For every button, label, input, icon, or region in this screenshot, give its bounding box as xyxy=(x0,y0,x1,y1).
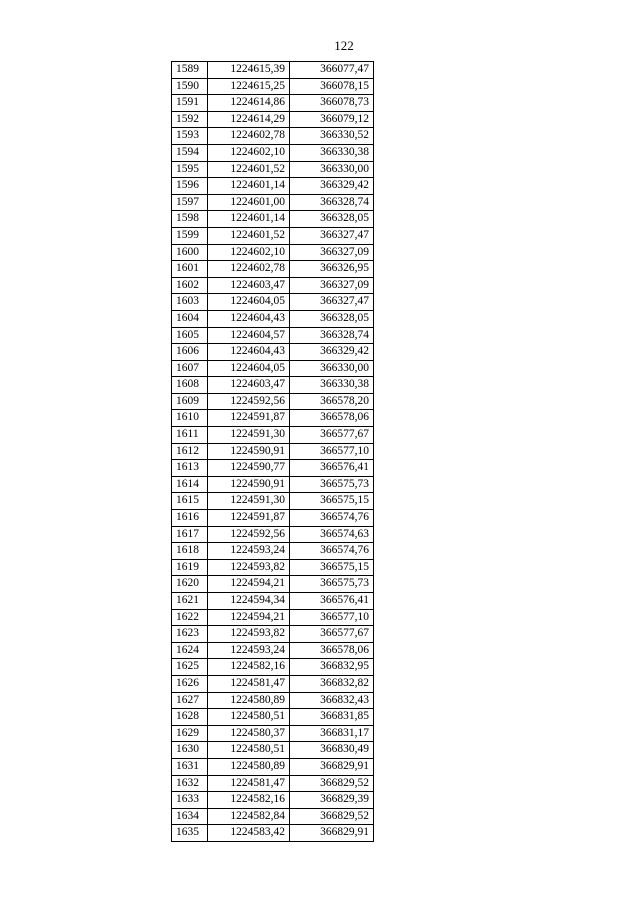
y-coordinate-cell: 366328,05 xyxy=(290,211,374,228)
x-coordinate-cell: 1224601,14 xyxy=(208,211,290,228)
x-coordinate-cell: 1224581,47 xyxy=(208,675,290,692)
x-coordinate-cell: 1224601,52 xyxy=(208,161,290,178)
y-coordinate-cell: 366831,17 xyxy=(290,725,374,742)
table-row xyxy=(172,443,374,460)
x-coordinate-cell: 1224582,84 xyxy=(208,808,290,825)
x-coordinate-cell: 1224591,30 xyxy=(208,427,290,444)
point-number-cell: 1634 xyxy=(172,808,208,825)
y-coordinate-cell: 366574,76 xyxy=(290,543,374,560)
y-coordinate-cell: 366830,49 xyxy=(290,742,374,759)
y-coordinate-cell: 366578,06 xyxy=(290,410,374,427)
y-coordinate-cell: 366829,91 xyxy=(290,758,374,775)
point-number-cell: 1591 xyxy=(172,95,208,112)
y-coordinate-cell: 366576,41 xyxy=(290,593,374,610)
table-row xyxy=(172,194,374,211)
x-coordinate-cell: 1224580,51 xyxy=(208,709,290,726)
point-number-cell: 1604 xyxy=(172,310,208,327)
point-number-cell: 1630 xyxy=(172,742,208,759)
table-row xyxy=(172,642,374,659)
point-number-cell: 1608 xyxy=(172,377,208,394)
table-row xyxy=(172,377,374,394)
x-coordinate-cell: 1224593,82 xyxy=(208,559,290,576)
y-coordinate-cell: 366575,73 xyxy=(290,576,374,593)
point-number-cell: 1614 xyxy=(172,476,208,493)
table-row xyxy=(172,78,374,95)
point-number-cell: 1611 xyxy=(172,427,208,444)
x-coordinate-cell: 1224602,78 xyxy=(208,261,290,278)
table-row xyxy=(172,327,374,344)
point-number-cell: 1622 xyxy=(172,609,208,626)
y-coordinate-cell: 366832,95 xyxy=(290,659,374,676)
x-coordinate-cell: 1224580,89 xyxy=(208,758,290,775)
y-coordinate-cell: 366577,10 xyxy=(290,609,374,626)
table-row xyxy=(172,493,374,510)
x-coordinate-cell: 1224580,37 xyxy=(208,725,290,742)
x-coordinate-cell: 1224593,24 xyxy=(208,642,290,659)
x-coordinate-cell: 1224593,82 xyxy=(208,626,290,643)
point-number-cell: 1597 xyxy=(172,194,208,211)
table-row xyxy=(172,310,374,327)
point-number-cell: 1631 xyxy=(172,758,208,775)
table-row xyxy=(172,344,374,361)
table-row xyxy=(172,808,374,825)
table-row xyxy=(172,792,374,809)
point-number-cell: 1601 xyxy=(172,261,208,278)
y-coordinate-cell: 366578,06 xyxy=(290,642,374,659)
x-coordinate-cell: 1224583,42 xyxy=(208,825,290,842)
x-coordinate-cell: 1224604,43 xyxy=(208,310,290,327)
y-coordinate-cell: 366078,15 xyxy=(290,78,374,95)
x-coordinate-cell: 1224601,14 xyxy=(208,178,290,195)
point-number-cell: 1620 xyxy=(172,576,208,593)
table-row xyxy=(172,211,374,228)
point-number-cell: 1628 xyxy=(172,709,208,726)
y-coordinate-cell: 366327,47 xyxy=(290,294,374,311)
x-coordinate-cell: 1224581,47 xyxy=(208,775,290,792)
x-coordinate-cell: 1224603,47 xyxy=(208,277,290,294)
table-row xyxy=(172,393,374,410)
point-number-cell: 1600 xyxy=(172,244,208,261)
point-number-cell: 1619 xyxy=(172,559,208,576)
x-coordinate-cell: 1224591,87 xyxy=(208,410,290,427)
y-coordinate-cell: 366829,39 xyxy=(290,792,374,809)
x-coordinate-cell: 1224614,29 xyxy=(208,111,290,128)
y-coordinate-cell: 366578,20 xyxy=(290,393,374,410)
y-coordinate-cell: 366326,95 xyxy=(290,261,374,278)
x-coordinate-cell: 1224593,24 xyxy=(208,543,290,560)
table-row xyxy=(172,261,374,278)
y-coordinate-cell: 366832,43 xyxy=(290,692,374,709)
y-coordinate-cell: 366577,67 xyxy=(290,427,374,444)
x-coordinate-cell: 1224594,21 xyxy=(208,576,290,593)
table-row xyxy=(172,476,374,493)
table-row xyxy=(172,775,374,792)
y-coordinate-cell: 366829,52 xyxy=(290,775,374,792)
y-coordinate-cell: 366328,05 xyxy=(290,310,374,327)
x-coordinate-cell: 1224594,34 xyxy=(208,593,290,610)
point-number-cell: 1618 xyxy=(172,543,208,560)
table-row xyxy=(172,244,374,261)
point-number-cell: 1592 xyxy=(172,111,208,128)
table-row xyxy=(172,510,374,527)
y-coordinate-cell: 366829,91 xyxy=(290,825,374,842)
point-number-cell: 1594 xyxy=(172,144,208,161)
point-number-cell: 1605 xyxy=(172,327,208,344)
table-row xyxy=(172,526,374,543)
table-row xyxy=(172,427,374,444)
x-coordinate-cell: 1224582,16 xyxy=(208,792,290,809)
x-coordinate-cell: 1224580,51 xyxy=(208,742,290,759)
point-number-cell: 1624 xyxy=(172,642,208,659)
y-coordinate-cell: 366330,52 xyxy=(290,128,374,145)
y-coordinate-cell: 366577,10 xyxy=(290,443,374,460)
y-coordinate-cell: 366328,74 xyxy=(290,327,374,344)
point-number-cell: 1606 xyxy=(172,344,208,361)
table-row xyxy=(172,161,374,178)
x-coordinate-cell: 1224615,39 xyxy=(208,62,290,79)
y-coordinate-cell: 366574,76 xyxy=(290,510,374,527)
point-number-cell: 1602 xyxy=(172,277,208,294)
x-coordinate-cell: 1224590,91 xyxy=(208,476,290,493)
point-number-cell: 1621 xyxy=(172,593,208,610)
x-coordinate-cell: 1224614,86 xyxy=(208,95,290,112)
y-coordinate-cell: 366329,42 xyxy=(290,178,374,195)
y-coordinate-cell: 366078,73 xyxy=(290,95,374,112)
table-row xyxy=(172,692,374,709)
y-coordinate-cell: 366576,41 xyxy=(290,460,374,477)
table-row xyxy=(172,360,374,377)
point-number-cell: 1599 xyxy=(172,227,208,244)
point-number-cell: 1626 xyxy=(172,675,208,692)
x-coordinate-cell: 1224580,89 xyxy=(208,692,290,709)
coordinates-table xyxy=(171,61,374,842)
x-coordinate-cell: 1224602,10 xyxy=(208,144,290,161)
y-coordinate-cell: 366329,42 xyxy=(290,344,374,361)
x-coordinate-cell: 1224602,78 xyxy=(208,128,290,145)
x-coordinate-cell: 1224592,56 xyxy=(208,393,290,410)
y-coordinate-cell: 366327,47 xyxy=(290,227,374,244)
y-coordinate-cell: 366575,15 xyxy=(290,493,374,510)
point-number-cell: 1603 xyxy=(172,294,208,311)
y-coordinate-cell: 366327,09 xyxy=(290,277,374,294)
coordinates-table-body xyxy=(172,62,374,842)
table-row xyxy=(172,559,374,576)
y-coordinate-cell: 366577,67 xyxy=(290,626,374,643)
table-row xyxy=(172,277,374,294)
x-coordinate-cell: 1224590,77 xyxy=(208,460,290,477)
point-number-cell: 1632 xyxy=(172,775,208,792)
y-coordinate-cell: 366575,73 xyxy=(290,476,374,493)
point-number-cell: 1613 xyxy=(172,460,208,477)
table-row xyxy=(172,95,374,112)
y-coordinate-cell: 366831,85 xyxy=(290,709,374,726)
y-coordinate-cell: 366327,09 xyxy=(290,244,374,261)
table-row xyxy=(172,675,374,692)
y-coordinate-cell: 366328,74 xyxy=(290,194,374,211)
y-coordinate-cell: 366079,12 xyxy=(290,111,374,128)
point-number-cell: 1625 xyxy=(172,659,208,676)
x-coordinate-cell: 1224604,57 xyxy=(208,327,290,344)
point-number-cell: 1596 xyxy=(172,178,208,195)
point-number-cell: 1598 xyxy=(172,211,208,228)
x-coordinate-cell: 1224592,56 xyxy=(208,526,290,543)
table-row xyxy=(172,62,374,79)
x-coordinate-cell: 1224601,52 xyxy=(208,227,290,244)
x-coordinate-cell: 1224603,47 xyxy=(208,377,290,394)
y-coordinate-cell: 366832,82 xyxy=(290,675,374,692)
point-number-cell: 1609 xyxy=(172,393,208,410)
point-number-cell: 1612 xyxy=(172,443,208,460)
table-row xyxy=(172,659,374,676)
point-number-cell: 1627 xyxy=(172,692,208,709)
x-coordinate-cell: 1224615,25 xyxy=(208,78,290,95)
y-coordinate-cell: 366330,00 xyxy=(290,360,374,377)
point-number-cell: 1593 xyxy=(172,128,208,145)
y-coordinate-cell: 366575,15 xyxy=(290,559,374,576)
table-row xyxy=(172,758,374,775)
y-coordinate-cell: 366330,38 xyxy=(290,144,374,161)
y-coordinate-cell: 366330,00 xyxy=(290,161,374,178)
table-row xyxy=(172,626,374,643)
table-row xyxy=(172,178,374,195)
x-coordinate-cell: 1224604,43 xyxy=(208,344,290,361)
point-number-cell: 1610 xyxy=(172,410,208,427)
point-number-cell: 1617 xyxy=(172,526,208,543)
point-number-cell: 1616 xyxy=(172,510,208,527)
x-coordinate-cell: 1224582,16 xyxy=(208,659,290,676)
page-number: 122 xyxy=(334,38,354,53)
table-row xyxy=(172,742,374,759)
x-coordinate-cell: 1224604,05 xyxy=(208,294,290,311)
table-row xyxy=(172,144,374,161)
table-row xyxy=(172,825,374,842)
y-coordinate-cell: 366077,47 xyxy=(290,62,374,79)
table-row xyxy=(172,725,374,742)
y-coordinate-cell: 366829,52 xyxy=(290,808,374,825)
table-row xyxy=(172,576,374,593)
point-number-cell: 1607 xyxy=(172,360,208,377)
table-row xyxy=(172,709,374,726)
table-row xyxy=(172,460,374,477)
x-coordinate-cell: 1224601,00 xyxy=(208,194,290,211)
y-coordinate-cell: 366574,63 xyxy=(290,526,374,543)
point-number-cell: 1623 xyxy=(172,626,208,643)
x-coordinate-cell: 1224591,30 xyxy=(208,493,290,510)
table-row xyxy=(172,294,374,311)
x-coordinate-cell: 1224590,91 xyxy=(208,443,290,460)
table-row xyxy=(172,593,374,610)
table-row xyxy=(172,410,374,427)
table-row xyxy=(172,609,374,626)
table-row xyxy=(172,128,374,145)
x-coordinate-cell: 1224594,21 xyxy=(208,609,290,626)
x-coordinate-cell: 1224591,87 xyxy=(208,510,290,527)
table-row xyxy=(172,111,374,128)
table-row xyxy=(172,227,374,244)
point-number-cell: 1633 xyxy=(172,792,208,809)
x-coordinate-cell: 1224604,05 xyxy=(208,360,290,377)
point-number-cell: 1635 xyxy=(172,825,208,842)
y-coordinate-cell: 366330,38 xyxy=(290,377,374,394)
point-number-cell: 1629 xyxy=(172,725,208,742)
x-coordinate-cell: 1224602,10 xyxy=(208,244,290,261)
table-row xyxy=(172,543,374,560)
point-number-cell: 1589 xyxy=(172,62,208,79)
point-number-cell: 1615 xyxy=(172,493,208,510)
point-number-cell: 1590 xyxy=(172,78,208,95)
point-number-cell: 1595 xyxy=(172,161,208,178)
